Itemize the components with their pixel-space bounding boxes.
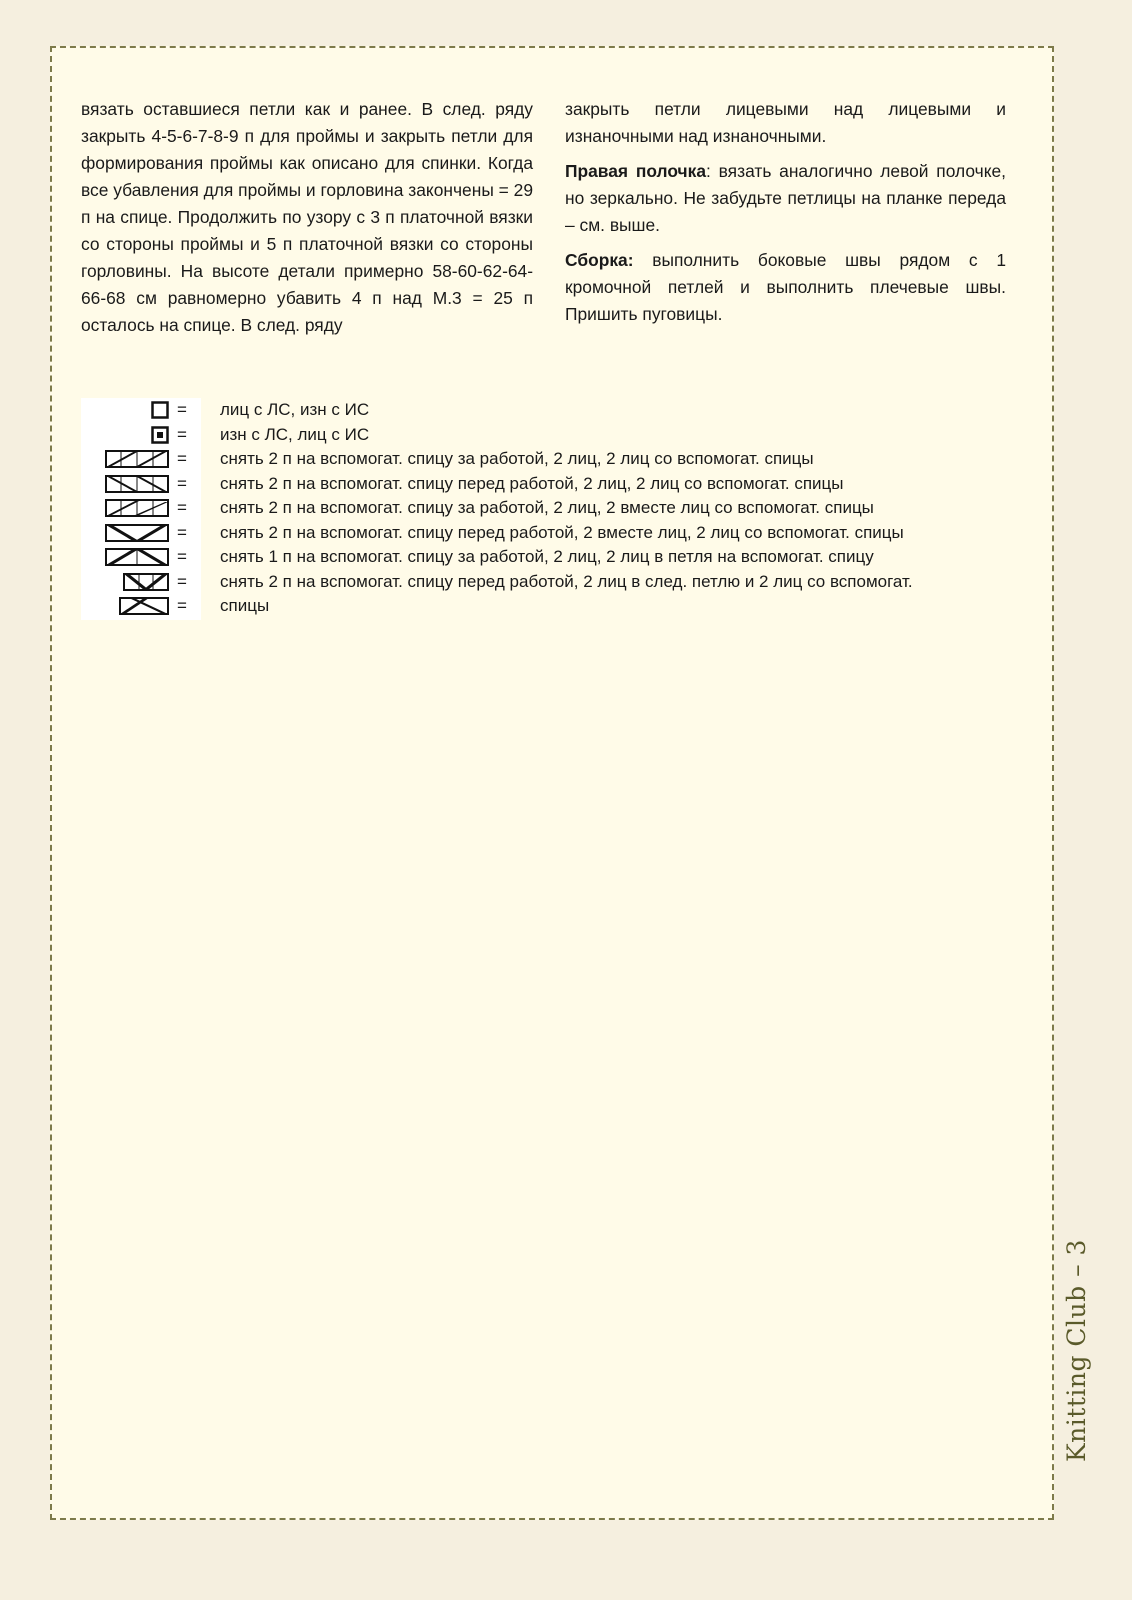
legend-row <box>81 447 1011 472</box>
legend-row <box>81 423 1011 448</box>
legend-row <box>81 570 1011 595</box>
cable-4-back-icon <box>105 450 169 468</box>
legend-eq: = <box>177 424 187 444</box>
purl-square-icon <box>151 426 169 444</box>
legend-row <box>81 545 1011 570</box>
legend-eq: = <box>177 547 187 566</box>
right-column <box>565 96 1006 336</box>
legend-eq: = <box>177 596 187 615</box>
legend-eq: = <box>177 522 187 542</box>
legend-eq: = <box>177 498 187 517</box>
legend-row <box>81 594 1011 619</box>
cable-dec-front-icon <box>105 524 169 542</box>
right-paragraph-1: закрыть петли лицевыми над лицевыми и изнаночными над изнаночными. <box>565 99 1006 146</box>
left-paragraph: вязать оставшиеся петли как и ранее. В след. ряду закрыть 4-5-6-7-8-9 п для проймы и закрыть петли для формирования проймы как описано для спинки. Когда все убавления для проймы и горловина закончены = 29 п на спице. Продолжить по узору с 3 п платочной вязки со стороны проймы и 5 п платочной вязки со стороны горловины. На высоте детали примерно 58-60-62-64-66-68 см равномерно убавить 4 п над М.3 = 25 п осталось на спице. В след. ряду <box>81 99 533 335</box>
right-paragraph-2 <box>565 158 1006 239</box>
legend-text: изн с ЛС, лиц с ИС <box>220 424 370 444</box>
legend-text: спицы <box>220 596 270 615</box>
legend-row <box>81 398 1011 423</box>
legend-eq: = <box>177 571 187 591</box>
legend-text: снять 1 п на вспомогат. спицу за работой, 2 лиц, 2 лиц в петля на вспомогат. спицу <box>220 547 874 566</box>
assembly-heading: Сборка: <box>565 250 634 270</box>
legend-text: снять 2 п на вспомогат. спицу перед работой, 2 лиц, 2 лиц со вспомогат. спицы <box>220 473 844 493</box>
side-magazine-title: Knitting Club – 3 <box>1062 1239 1091 1462</box>
left-column <box>81 96 533 347</box>
assembly-text: выполнить боковые швы рядом с 1 кромочной петлей и выполнить плечевые швы. Пришить пуговицы. <box>565 250 1006 324</box>
right-paragraph-3 <box>565 247 1006 328</box>
right-polochka-text: : вязать аналогично левой полочке, но зеркально. Не забудьте петлицы на планке переда – см. выше. <box>565 161 1006 235</box>
cable-4-front-icon <box>105 475 169 493</box>
legend-text: снять 2 п на вспомогат. спицу перед работой, 2 лиц в след. петлю и 2 лиц со вспомогат. <box>220 571 913 591</box>
cable-dec-back-icon <box>105 499 169 517</box>
legend-text: снять 2 п на вспомогат. спицу за работой, 2 лиц, 2 вместе лиц со вспомогат. спицы <box>220 498 874 517</box>
legend-eq: = <box>177 449 187 468</box>
cable-5-front-icon <box>123 573 169 591</box>
legend-eq: = <box>177 473 187 493</box>
cable-5-back-icon <box>119 597 169 615</box>
legend-text: снять 2 п на вспомогат. спицу перед работой, 2 вместе лиц, 2 лиц со вспомогат. спицы <box>220 522 904 542</box>
cable-1-back-icon <box>105 548 169 566</box>
page-frame <box>50 46 1054 1520</box>
legend-row <box>81 521 1011 546</box>
legend-text: лиц с ЛС, изн с ИС <box>220 400 370 419</box>
legend-text: снять 2 п на вспомогат. спицу за работой, 2 лиц, 2 лиц со вспомогат. спицы <box>220 449 814 468</box>
legend-eq: = <box>177 400 187 419</box>
right-polochka-heading: Правая полочка <box>565 161 707 181</box>
knit-square-icon <box>151 401 169 419</box>
legend-row <box>81 472 1011 497</box>
legend-row <box>81 496 1011 521</box>
